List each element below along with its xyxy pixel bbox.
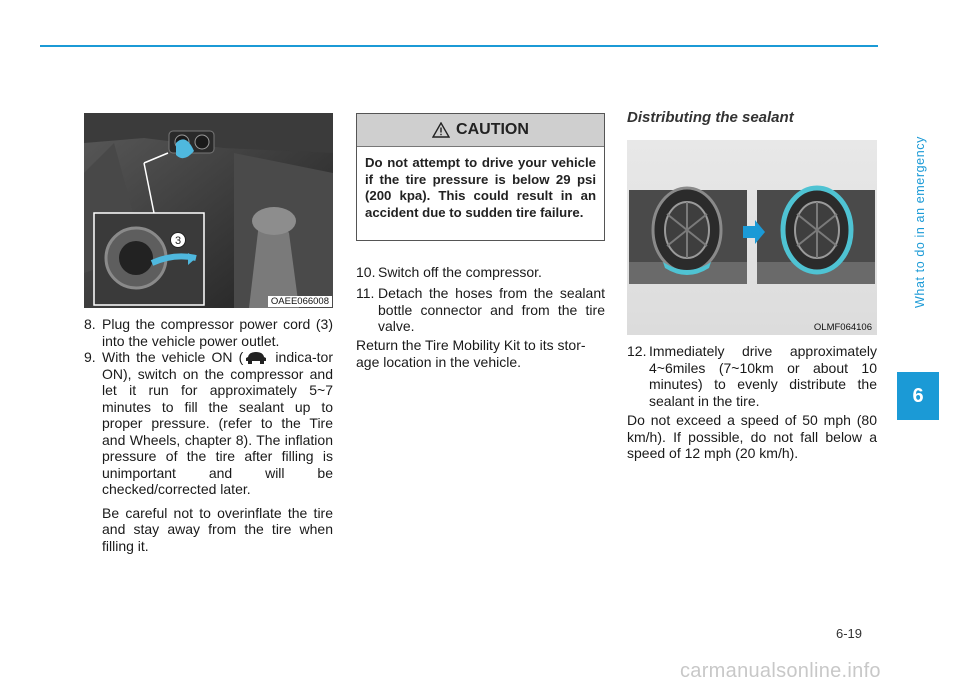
caution-box <box>356 113 605 241</box>
callout-number: 3 <box>174 235 182 247</box>
image-code-2: OLMF064106 <box>813 322 872 333</box>
step-12 <box>627 343 877 409</box>
step-12-number: 12. <box>627 343 647 359</box>
step-12-text: Immediately drive approximately 4~6miles (7~10km or about 10 minutes) to evenly distribute the sealant in the tire. <box>649 343 877 409</box>
step-9 <box>84 349 333 554</box>
speed-limit-text: Do not exceed a speed of 50 mph (80 km/h). If possible, do not fall below a speed of 12 mph (20 km/h). <box>627 412 877 461</box>
tire-distribution-diagram <box>627 140 877 335</box>
step-10 <box>356 264 605 281</box>
side-label-text: What to do in an emergency <box>913 136 927 308</box>
vehicle-on-indicator-icon <box>245 350 267 364</box>
step-8 <box>84 316 333 349</box>
step-9-note: Be careful not to overinflate the tire and stay away from the tire when filling it. <box>102 504 333 554</box>
step-10-text: Switch off the compressor. <box>378 264 542 280</box>
tire-sealant-illustration <box>627 140 877 335</box>
step-11-text: Detach the hoses from the sealant bottle connector and from the tire valve. <box>378 285 605 334</box>
step-10-number: 10. <box>356 264 376 280</box>
section-heading: Distributing the sealant <box>627 109 794 126</box>
section-side-label <box>900 72 940 372</box>
caution-title: CAUTION <box>456 121 529 138</box>
step-8-number: 8. <box>84 316 96 332</box>
step-9-text-end: indica-tor ON), switch on the compressor and let it run for approximately 5~7 minutes to fill the sealant up to proper pressure. (refer to the Tire and Wheels, chapter 8). The inflation pressure of the tire after filling is unimportant and will be checked/corrected later. <box>102 349 334 497</box>
chapter-tab <box>897 372 939 420</box>
step-9-text-start: With the vehicle ON ( <box>102 349 244 365</box>
image-code-1: OAEE066008 <box>268 296 332 307</box>
chapter-number: 6 <box>912 384 924 407</box>
caution-header <box>357 114 604 147</box>
warning-triangle-icon <box>432 122 450 138</box>
console-illustration <box>84 113 333 308</box>
compressor-plug-photo <box>84 113 333 308</box>
header-rule <box>40 45 878 47</box>
return-kit-text: Return the Tire Mobility Kit to its stor-age location in the vehicle. <box>356 337 586 370</box>
page-number: 6-19 <box>836 626 863 641</box>
callout-badge-icon <box>170 232 186 248</box>
step-9-number: 9. <box>84 349 96 365</box>
step-8-text: Plug the compressor power cord (3) into the vehicle power outlet. <box>102 316 333 349</box>
step-11-number: 11. <box>356 285 375 301</box>
caution-text: Do not attempt to drive your vehicle if the tire pressure is below 29 psi (200 kpa). This could result in an accident due to sudden tire failure. <box>365 155 596 220</box>
step-9-body <box>102 349 333 554</box>
watermark: carmanualsonline.info <box>680 660 881 682</box>
step-11 <box>356 285 605 335</box>
